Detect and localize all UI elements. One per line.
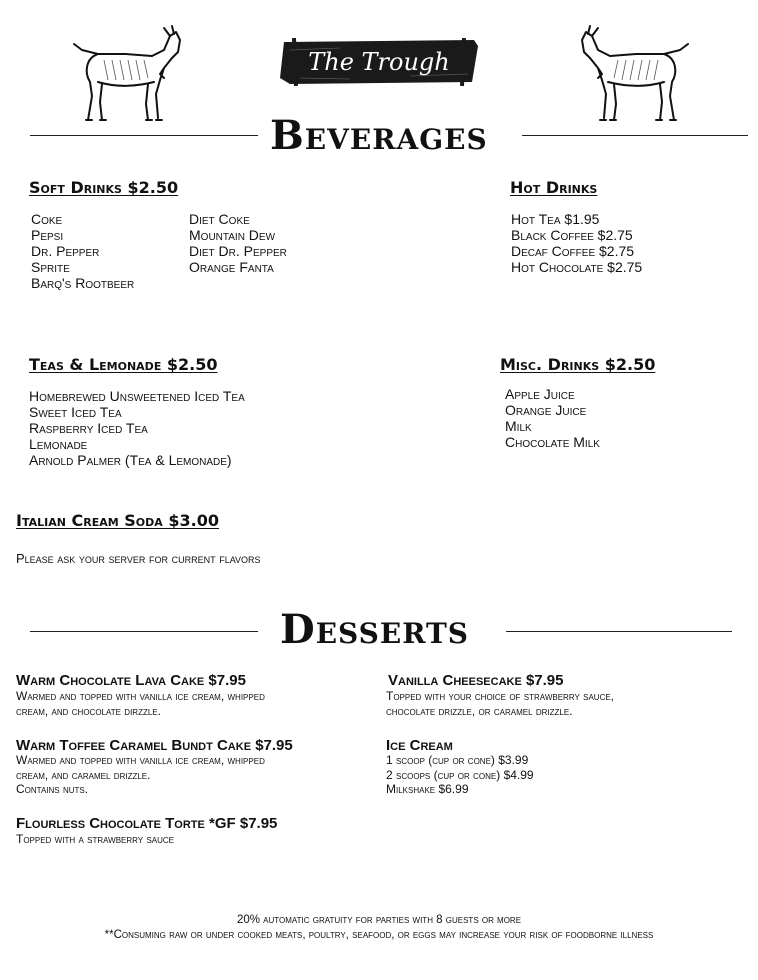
desc-line: Topped with your choice of strawberry sauce, [386, 689, 615, 703]
list-item: Coke [31, 211, 63, 227]
lava-cake-name: Warm Chocolate Lava Cake $7.95 [16, 672, 246, 689]
hot-drinks-heading: Hot Drinks [510, 178, 598, 197]
list-item: Hot Chocolate $2.75 [511, 259, 643, 275]
cheesecake-name: Vanilla Cheesecake $7.95 [388, 672, 564, 689]
hot-drinks-list [511, 211, 642, 275]
list-item: Black Coffee $2.75 [511, 227, 633, 243]
list-item: Diet Dr. Pepper [189, 243, 287, 259]
desc-line: chocolate drizzle, or caramel drizzle. [386, 703, 573, 718]
list-item: Diet Coke [189, 211, 250, 227]
torte-desc [16, 832, 174, 847]
desc-line: Warmed and topped with vanilla ice cream, whipped [16, 753, 265, 767]
list-item: Hot Tea $1.95 [511, 211, 600, 227]
soft-drinks-list-1 [31, 211, 134, 291]
beverages-title: Beverages [270, 112, 488, 159]
ice-cream-desc [386, 753, 534, 797]
desc-line: cream, and caramel drizzle. [16, 767, 151, 782]
soft-drinks-heading: Soft Drinks $2.50 [29, 178, 179, 197]
consumption-warning: **Consuming raw or under cooked meats, poultry, seafood, or eggs may increase your risk of foodborne illness [104, 929, 654, 941]
desc-line: 2 scoops (cup or cone) $4.99 [386, 767, 534, 782]
divider-left [30, 631, 258, 632]
teas-lemonade-heading: Teas & Lemonade $2.50 [29, 355, 218, 374]
ice-cream-name: Ice Cream [386, 737, 453, 754]
teas-list [29, 388, 245, 468]
list-item: Mountain Dew [189, 227, 276, 243]
list-item: Apple Juice [505, 386, 575, 402]
divider-left [30, 135, 258, 136]
bundt-cake-desc [16, 753, 265, 797]
desc-line: Milkshake $6.99 [386, 782, 469, 796]
divider-right [506, 631, 732, 632]
logo-text: The Trough [308, 48, 450, 76]
cheesecake-desc [386, 689, 614, 718]
goat-left-icon [68, 24, 186, 126]
list-item: Homebrewed Unsweetened Iced Tea [29, 388, 245, 404]
desserts-title: Desserts [280, 606, 470, 653]
torte-name: Flourless Chocolate Torte *GF $7.95 [16, 815, 278, 832]
goat-right-icon [576, 24, 694, 126]
divider-right [522, 135, 748, 136]
lava-cake-desc [16, 689, 265, 718]
list-item: Orange Fanta [189, 259, 274, 275]
list-item: Pepsi [31, 227, 64, 243]
desc-line: Topped with a strawberry sauce [16, 832, 175, 846]
list-item: Lemonade [29, 436, 88, 452]
list-item: Arnold Palmer (Tea & Lemonade) [29, 452, 232, 468]
desc-line: cream, and chocolate dirzzle. [16, 703, 161, 718]
list-item: Sprite [31, 259, 70, 275]
desc-line: 1 scoop (cup or cone) $3.99 [386, 753, 529, 767]
misc-drinks-list [505, 386, 600, 450]
italian-soda-note: Please ask your server for current flavors [16, 551, 261, 566]
list-item: Barq's Rootbeer [31, 275, 135, 291]
misc-drinks-heading: Misc. Drinks $2.50 [500, 355, 656, 374]
list-item: Sweet Iced Tea [29, 404, 122, 420]
list-item: Dr. Pepper [31, 243, 100, 259]
italian-soda-heading: Italian Cream Soda $3.00 [16, 511, 219, 530]
soft-drinks-list-2 [189, 211, 287, 275]
bundt-cake-name: Warm Toffee Caramel Bundt Cake $7.95 [16, 737, 293, 754]
desc-line: Contains nuts. [16, 782, 89, 796]
list-item: Decaf Coffee $2.75 [511, 243, 635, 259]
gratuity-note: 20% automatic gratuity for parties with 8 guests or more [236, 914, 522, 926]
desc-line: Warmed and topped with vanilla ice cream, whipped [16, 689, 265, 703]
list-item: Milk [505, 418, 532, 434]
list-item: Orange Juice [505, 402, 587, 418]
list-item: Raspberry Iced Tea [29, 420, 148, 436]
list-item: Chocolate Milk [505, 434, 600, 450]
